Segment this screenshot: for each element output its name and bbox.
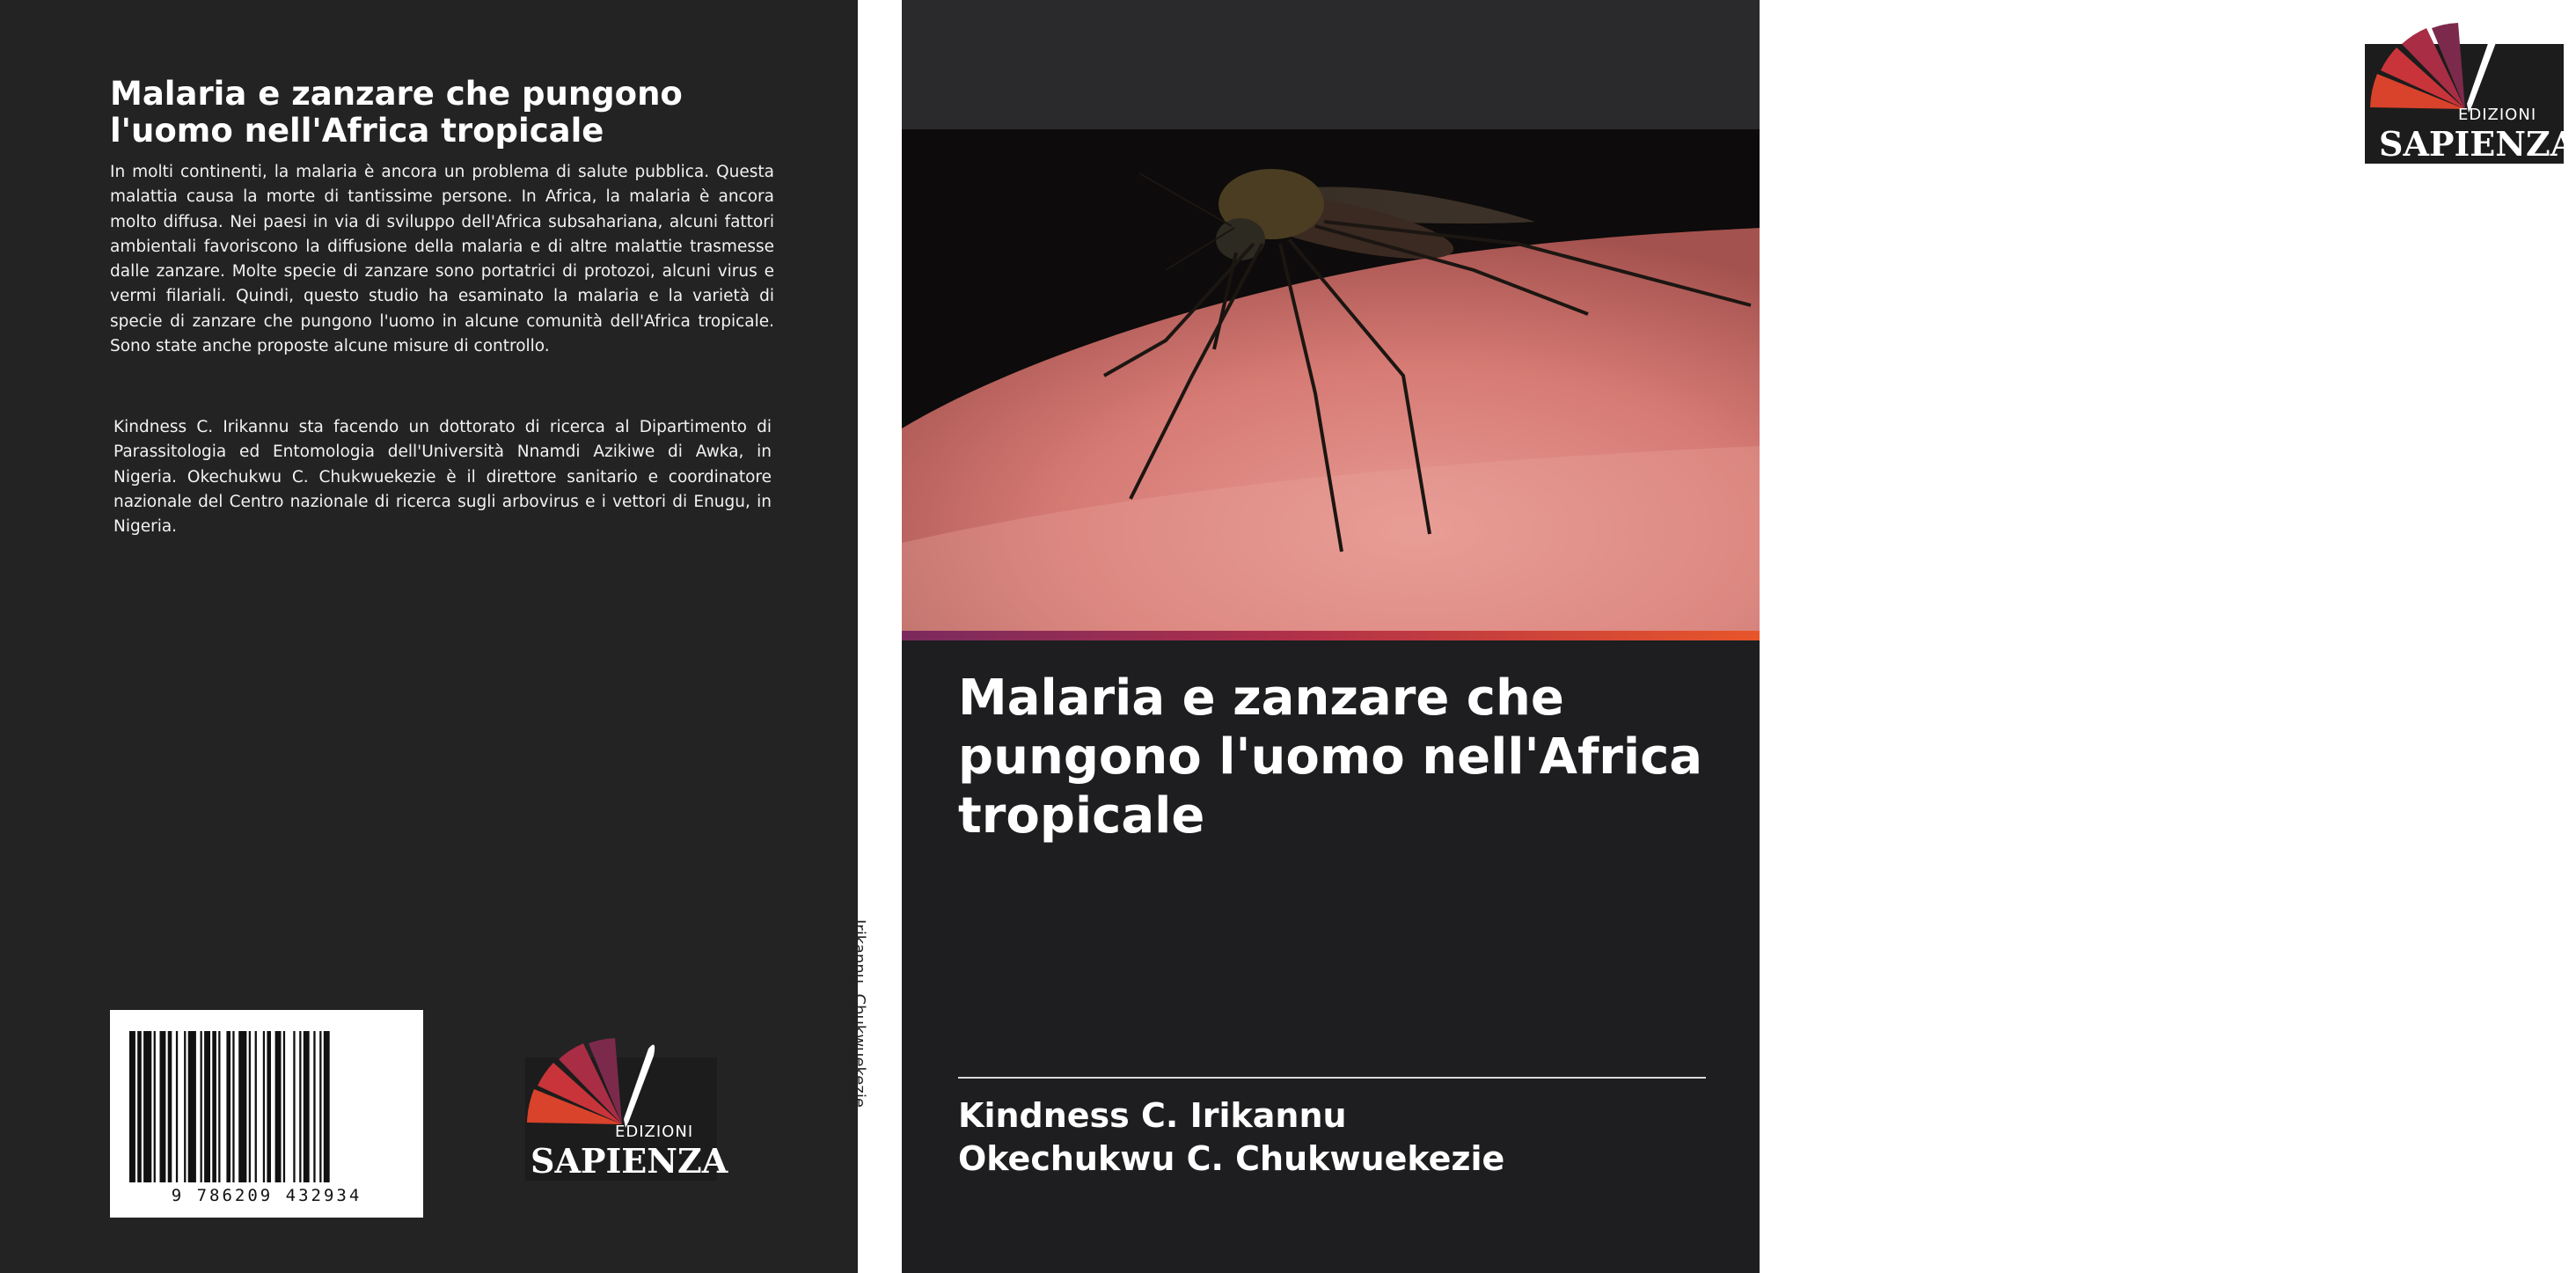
spine-authors: Irikannu, Chukwuekezie (850, 919, 868, 1108)
barcode-bar (304, 1031, 310, 1182)
front-top-band (902, 0, 1760, 129)
barcode-bar (154, 1031, 156, 1182)
publisher-logo (525, 1057, 728, 1181)
barcode-bar (299, 1031, 301, 1182)
barcode-bar (313, 1031, 315, 1182)
barcode-bar (275, 1031, 282, 1182)
front-cover-title: Malaria e zanzare che pungono l'uomo nell'Africa tropicale (958, 669, 1703, 845)
barcode-bar (184, 1031, 186, 1182)
barcode-bar (238, 1031, 246, 1182)
author-name-1: Kindness C. Irikannu (958, 1096, 1347, 1135)
barcode-bar (188, 1031, 196, 1182)
barcode-bar (267, 1031, 271, 1182)
barcode-bar (293, 1031, 295, 1182)
isbn-digits: 9 786209 432934 (171, 1186, 362, 1205)
barcode-bar (176, 1031, 178, 1182)
publisher-line2-front: SAPIENZA (2379, 124, 2576, 164)
barcode-bar (226, 1031, 231, 1182)
mosquito-photo (902, 129, 1760, 631)
barcode-bar (212, 1031, 216, 1182)
isbn-barcode (110, 1010, 423, 1218)
barcode-bar (218, 1031, 220, 1182)
barcode-bar (263, 1031, 265, 1182)
back-cover-title: Malaria e zanzare che pungono l'uomo nell'Africa tropicale (110, 75, 683, 150)
publisher-line1-front: EDIZIONI (2458, 106, 2537, 124)
barcode-bar (143, 1031, 151, 1182)
divider-rule (958, 1077, 1706, 1079)
barcode-bar (232, 1031, 234, 1182)
barcode-bar (168, 1031, 172, 1182)
barcode-bar (324, 1031, 330, 1182)
barcode-bar (319, 1031, 321, 1182)
barcode-bar (201, 1031, 202, 1182)
cover-photo-mosquito (902, 129, 1760, 631)
author-bio: Kindness C. Irikannu sta facendo un dottorato di ricerca al Dipartimento di Parassitologia ed Entomologia dell'Università Nnamdi Azikiwe di Awka, in Nigeria. Okechukwu C. Chukwuekezie è il direttore sanitario e coordinatore nazionale del Centro nazionale di ricerca sugli arbovirus e i vettori di Enugu, in Nigeria. (113, 418, 772, 537)
back-cover (0, 0, 858, 1273)
publisher-line1: EDIZIONI (615, 1123, 694, 1141)
barcode-bar (255, 1031, 257, 1182)
back-cover-blurb: In molti continenti, la malaria è ancora un problema di salute pubblica. Questa malattia causa la morte di tantissime persone. In Africa, la malaria è ancora molto diffusa. Nei paesi in via di sviluppo dell'Africa subsahariana, alcuni fattori ambientali favoriscono la diffusione della malaria e di altre malattie trasmesse dalle zanzare. Molte specie di zanzare sono portatrici di protozoi, alcuni virus e vermi filariali. Quindi, questo studio ha esaminato la malaria e la varietà di specie di zanzare che pungono l'uomo in alcune comunità dell'Africa tropicale. Sono state anche proposte alcune misure di controllo. (110, 163, 774, 356)
publisher-logo-front (2365, 44, 2576, 164)
barcode-bar (129, 1031, 135, 1182)
barcode-bar (160, 1031, 166, 1182)
author-name-2: Okechukwu C. Chukwuekezie (958, 1139, 1505, 1178)
barcode-bar (204, 1031, 210, 1182)
barcode-bar (249, 1031, 251, 1182)
barcode-bar (137, 1031, 142, 1182)
publisher-line2: SAPIENZA (531, 1141, 728, 1181)
barcode-bar (283, 1031, 285, 1182)
accent-gradient-bar (902, 631, 1760, 640)
